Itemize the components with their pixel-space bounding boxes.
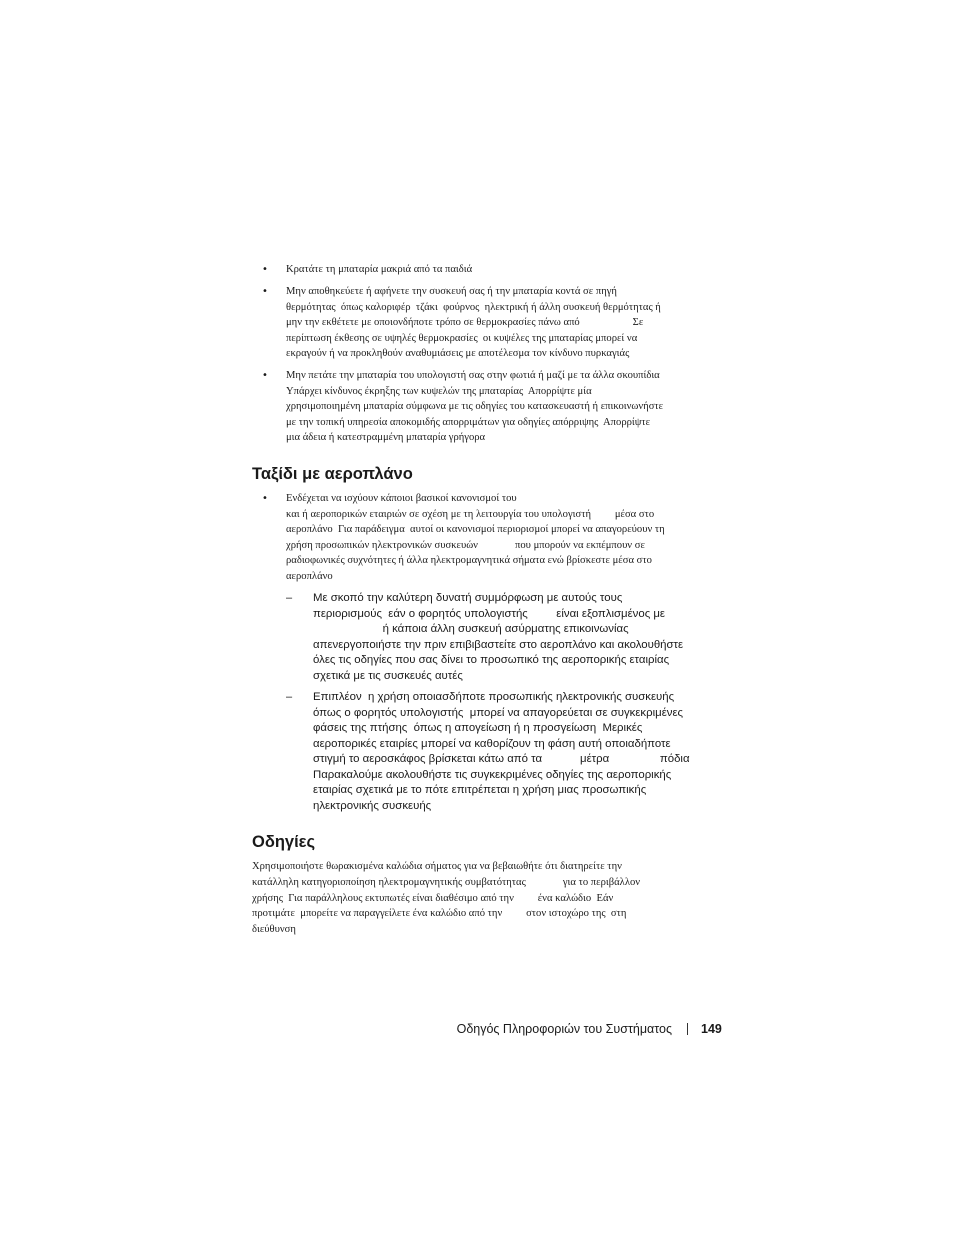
dash-marker: –	[286, 592, 293, 604]
air-travel-line-1: Ενδέχεται να ισχύουν κάποιοι βασικοί κανονισμοί του	[286, 493, 517, 504]
battery-bullet-2-line-1: Μην αποθηκεύετε ή αφήνετε την συσκευή σας ή την μπαταρία κοντά σε πηγή	[286, 286, 617, 297]
battery-bullet-2-line-2: θερμότητας όπως καλοριφέρ τζάκι φούρνος ηλεκτρική ή άλλη συσκευή θερμότητας ή	[286, 302, 661, 313]
air-travel-line-2: και ή αεροπορικών εταιριών σε σχέση με τη λειτουργία του υπολογιστή μέσα στο	[286, 509, 655, 520]
air-travel-line-3: αεροπλάνο Για παράδειγμα αυτοί οι κανονισμοί περιορισμοί μπορεί να απαγορεύουν τη	[286, 524, 665, 535]
bullet-marker: •	[262, 493, 268, 504]
guidelines-line-5: διεύθυνση	[252, 924, 296, 935]
bullet-marker: •	[262, 264, 268, 275]
sub-item-2-line-7: εταιρίας σχετικά με το πότε επιτρέπεται η χρήση μιας προσωπικής	[313, 784, 647, 796]
guidelines-line-4: προτιμάτε μπορείτε να παραγγείλετε ένα καλώδιο από την στον ιστοχώρο της στη	[252, 908, 627, 919]
battery-bullet-2-line-5: εκραγούν ή να προκληθούν αναθυμιάσεις με αποτέλεσμα τον κίνδυνο πυρκαγιάς	[286, 348, 630, 359]
bullet-marker: •	[262, 286, 268, 297]
battery-bullet-3-line-2: Υπάρχει κίνδυνος έκρηξης των κυψελών της μπαταρίας Απορρίψτε μία	[286, 386, 592, 397]
air-travel-heading: Ταξίδι με αεροπλάνο	[252, 465, 413, 483]
sub-item-2-line-1: Επιπλέον η χρήση οποιασδήποτε προσωπικής ηλεκτρονικής συσκευής	[313, 691, 675, 703]
footer-separator	[687, 1023, 688, 1035]
air-travel-line-4: χρήση προσωπικών ηλεκτρονικών συσκευών που μπορούν να εκπέμπουν σε	[286, 540, 645, 551]
sub-item-1-line-5: όλες τις οδηγίες που σας δίνει το προσωπικό της αεροπορικής εταιρίας	[313, 654, 670, 666]
guidelines-line-3: χρήσης Για παράλληλους εκτυπωτές είναι διαθέσιμο από την ένα καλώδιο Εάν	[252, 893, 614, 904]
page-number: 149	[701, 1022, 722, 1036]
bullet-marker: •	[262, 370, 268, 381]
air-travel-line-5: ραδιοφωνικές συχνότητες ή άλλα ηλεκτρομαγνητικά σήματα ενώ βρίσκεστε μέσα στο	[286, 555, 652, 566]
sub-item-1-line-6: σχετικά με τις συσκευές αυτές	[313, 670, 463, 682]
sub-item-2-line-2: όπως ο φορητός υπολογιστής μπορεί να απαγορεύεται σε συγκεκριμένες	[313, 707, 684, 719]
sub-item-1-line-3: ή κάποια άλλη συσκευή ασύρματης επικοινωνίας	[313, 623, 629, 635]
battery-bullet-3-line-3: χρησιμοποιημένη μπαταρία σύμφωνα με τις οδηγίες του κατασκευαστή ή επικοινωνήστε	[286, 401, 664, 412]
sub-item-2-line-3: φάσεις της πτήσης όπως η απογείωση ή η προσγείωση Μερικές	[313, 722, 643, 734]
sub-item-1-line-1: Με σκοπό την καλύτερη δυνατή συμμόρφωση με αυτούς τους	[313, 592, 623, 604]
dash-marker: –	[286, 691, 293, 703]
air-travel-line-6: αεροπλάνο	[286, 571, 333, 582]
sub-item-2-line-5: στιγμή το αεροσκάφος βρίσκεται κάτω από τα μέτρα πόδια	[313, 753, 690, 765]
sub-item-1-line-4: απενεργοποιήστε την πριν επιβιβαστείτε στο αεροπλάνο και ακολουθήστε	[313, 639, 684, 651]
sub-item-1-line-2: περιορισμούς εάν ο φορητός υπολογιστής είναι εξοπλισμένος με	[313, 608, 665, 620]
battery-bullet-2-line-3: μην την εκθέτετε με οποιονδήποτε τρόπο σε θερμοκρασίες πάνω από Σε	[286, 317, 644, 328]
guidelines-line-2: κατάλληλη κατηγοριοποίηση ηλεκτρομαγνητικής συμβατότητας για το περιβάλλον	[252, 877, 641, 888]
battery-bullet-2-line-4: περίπτωση έκθεσης σε υψηλές θερμοκρασίες οι κυψέλες της μπαταρίας μπορεί να	[286, 333, 638, 344]
battery-bullet-1-line-1: Κρατάτε τη μπαταρία μακριά από τα παιδιά	[286, 264, 473, 275]
battery-bullet-3-line-5: μια άδεια ή κατεστραμμένη μπαταρία γρήγορα	[286, 432, 486, 443]
sub-item-2-line-4: αεροπορικές εταιρίες μπορεί να καθορίζουν τη φάση αυτή οποιαδήποτε	[313, 738, 671, 750]
guidelines-line-1: Χρησιμοποιήστε θωρακισμένα καλώδια σήματος για να βεβαιωθήτε ότι διατηρείτε την	[252, 861, 622, 872]
battery-bullet-3-line-4: με την τοπική υπηρεσία αποκομιδής απορριμάτων για οδηγίες απόρριψης Απορρίψτε	[286, 417, 651, 428]
sub-item-2-line-8: ηλεκτρονικής συσκευής	[313, 800, 432, 812]
footer-title: Οδηγός Πληροφοριών του Συστήματος	[456, 1022, 672, 1036]
guidelines-heading: Οδηγίες	[252, 833, 316, 851]
sub-item-2-line-6: Παρακαλούμε ακολουθήστε τις συγκεκριμένες οδηγίες της αεροπορικής	[313, 769, 672, 781]
battery-bullet-3-line-1: Μην πετάτε την μπαταρία του υπολογιστή σας στην φωτιά ή μαζί με τα άλλα σκουπίδια	[286, 370, 660, 381]
